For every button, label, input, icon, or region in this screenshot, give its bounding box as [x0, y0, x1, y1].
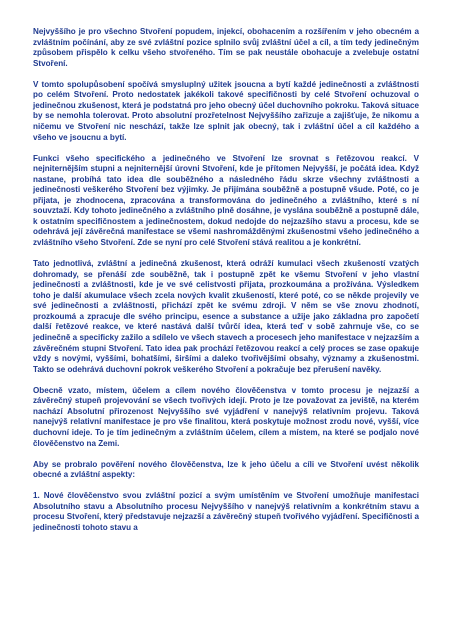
paragraph-3: Funkci všeho specifického a jedinečného ve Stvoření lze srovnat s řetězovou reakcí. V nejniternějším stupni a nejniternější úrovni Stvoření, kde je přítomen Nejvyšší, je počátá idea. Když nastane, probíhá tato idea dle souběžného a následného řádu skrze všechny zvláštnosti a jedinečnosti veškerého Stvoření bez výjimky. Je přijímána souběžně a postupně všude. Poté, co je přijata, je zhodnocena, zpracována a transformována do jedinečného a zvláštního, které s ní souvztaží. Kdy tohoto jedinečného a zvláštního plně dosáhne, je vyslána souběžně a postupně dále, k ostatním specifičnostem a jedinečnostem, dokud nedojde do nejzazšího stavu a procesu, kde se odehrává její závěrečná manifestace se všemi nashromážděnými zkušenostmi všeho jedinečného a zvláštního všeho Stvoření. Zde se nyní pro celé Stvoření stává realitou a je konkrétní. [33, 153, 419, 248]
paragraph-4: Tato jednotlivá, zvláštní a jedinečná zkušenost, která odráží kumulaci všech zkušeností vzatých dohromady, se přenáší zde souběžně, tak i postupně zpět ke všemu Stvoření v jeho vlastní jedinečnosti a zvláštnosti, kde je ve své celistvosti přijata, prozkoumána a prožívána. Výsledkem toho je další akumulace všech zcela nových kvalit zkušeností, které poté, co se někde projevily ve své jedinečnosti a zvláštnosti, přichází zpět ke svému zdroji. V něm se vše znovu zhodnotí, prozkoumá a zpracuje dle svého principu, esence a substance a užije jako základna pro započetí další řetězové reakce, ve které nastává další tvůrčí idea, která teď v sobě zahrnuje vše, co se jedinečně a specificky zažilo a sdílelo ve všech stavech a procesech jeho manifestace v nejzazším a závěrečném stupni Stvoření. Tato idea pak prochází řetězovou reakcí a celý proces se zase opakuje vždy s novými, vyššími, bohatšími, širšími a daleko tvořivějšími obsahy, významy a zkušenostmi. Takto se odehrává duchovní pokrok veškerého Stvoření a pokračuje bez přerušení navěky. [33, 259, 419, 374]
paragraph-7: 1. Nové člověčenstvo svou zvláštní pozicí a svým umístěním ve Stvoření umožňuje manifestaci Absolutního stavu a Absolutního procesu Nejvyššího v nanejvýš relativním a konkrétním stavu a procesu Stvoření, který představuje nejzazší a závěrečný stupeň tvořivého vyjádření. Specifičnosti a jedinečnosti tohoto stavu a [33, 491, 419, 532]
paragraph-2: V tomto spolupůsobení spočívá smysluplný užitek jsoucna a bytí každé jedinečnosti a zvláštnosti po celém Stvoření. Proto nedostatek jakékoli takové specifičnosti by celé Stvoření ochuzoval o jedinečnou zkušenost, která je podstatná pro jeho obecný účel duchovního pokroku. Taková situace by se nemohla tolerovat. Proto absolutní prozřetelnost Nejvyššího zařizuje a zajišťuje, že nikomu a ničemu ve Stvoření nic neschází, takže lze splnit jak obecný, tak i zvláštní účel a cíl každého a všeho ve jsoucnu a bytí. [33, 79, 419, 142]
paragraph-5: Obecně vzato, místem, účelem a cílem nového člověčenstva v tomto procesu je nejzazší a závěrečný stupeň projevování se všech tvořivých idejí. Proto je lze považovat za jeviště, na kterém nachází Absolutní přirozenost Nejvyššího své vyjádření v nanejvýš relativním projevu. Taková nanejvýš relativní manifestace je pro vše finalitou, která poskytuje možnost zrodu nové, vyšší, více duchovní ideje. To je tím jedinečným a zvláštním účelem, cílem a místem, na které se podjalo nové člověčenstvo na Zemi. [33, 385, 419, 448]
paragraph-6: Aby se probralo pověření nového člověčenstva, lze k jeho účelu a cíli ve Stvoření uvést několik obecné a zvláštní aspekty: [33, 459, 419, 480]
paragraph-1: Nejvyššího je pro všechno Stvoření popudem, injekcí, obohacením a rozšířením v jeho obecném a zvláštním počínání, aby ze své zvláštní pozice splnilo svůj zvláštní účel a cíl, a tím tedy jedinečným způsobem přispělo k celku všeho stvořeného. Tím se pak neustále obohacuje a zvelebuje ostatní Stvoření. [33, 27, 419, 68]
document-body [33, 27, 419, 534]
